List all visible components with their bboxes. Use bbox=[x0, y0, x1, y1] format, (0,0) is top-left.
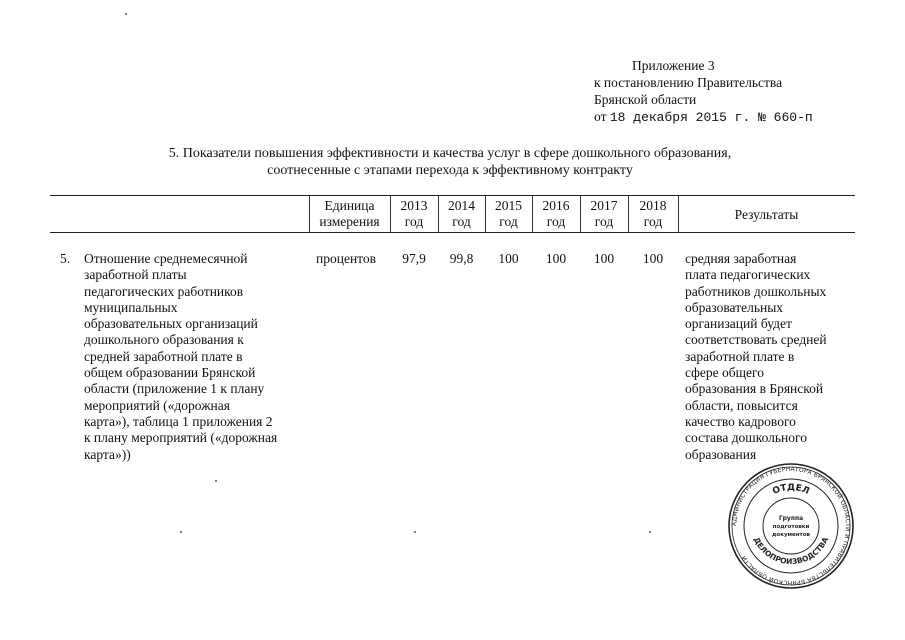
unit-cell: процентов bbox=[316, 251, 377, 266]
page-title-line1: 5. Показатели повышения эффективности и качества услуг в сфере дошкольного образования, bbox=[168, 146, 732, 161]
value-2018: 100 bbox=[642, 251, 664, 266]
table-top-rule bbox=[50, 195, 855, 196]
appendix-reference bbox=[594, 57, 813, 126]
result-line: заработной плате в bbox=[685, 348, 795, 364]
appendix-date-value: 18 декабря 2015 г. № 660-п bbox=[609, 110, 813, 125]
header-year-2014 bbox=[438, 198, 485, 230]
indicator-line: дошкольного образования к bbox=[84, 332, 244, 348]
result-line: организаций будет bbox=[685, 316, 792, 332]
page-title bbox=[60, 145, 840, 179]
scan-speck bbox=[215, 480, 217, 482]
appendix-number: Приложение 3 bbox=[632, 58, 715, 73]
scan-speck bbox=[414, 531, 416, 533]
value-2015: 100 bbox=[498, 251, 519, 266]
header-year-2018 bbox=[628, 198, 678, 230]
row-number: 5. bbox=[60, 251, 71, 266]
indicator-line: карта»), таблица 1 приложения 2 bbox=[84, 413, 273, 429]
header-year-suffix: год bbox=[452, 214, 471, 229]
value-2016: 100 bbox=[545, 251, 567, 266]
official-stamp bbox=[727, 462, 855, 590]
stamp-top-word: ОТДЕЛ bbox=[771, 482, 811, 497]
header-year-suffix: год bbox=[404, 214, 424, 229]
header-year-number: 2014 bbox=[448, 198, 475, 213]
header-year-number: 2017 bbox=[590, 198, 618, 213]
svg-text:ОТДЕЛ bbox=[771, 483, 811, 497]
result-line: образовательных bbox=[685, 299, 784, 315]
table-header-bottom-rule bbox=[50, 232, 855, 233]
result-line: средняя заработная bbox=[685, 251, 797, 266]
header-results-label: Результаты bbox=[734, 207, 799, 222]
indicator-line: образовательных организаций bbox=[84, 316, 258, 332]
indicator-line: средней заработной плате в bbox=[84, 348, 243, 364]
header-year-number: 2016 bbox=[542, 198, 570, 213]
header-year-2017 bbox=[580, 198, 628, 230]
result-line: соответствовать средней bbox=[685, 332, 827, 348]
appendix-date-prefix: от bbox=[594, 109, 610, 124]
indicator-line: карта»)) bbox=[84, 446, 131, 462]
indicator-line: области (приложение 1 к плану bbox=[84, 381, 265, 397]
stamp-seal bbox=[727, 462, 855, 590]
header-unit bbox=[309, 198, 390, 230]
result-line: качество кадрового bbox=[685, 413, 796, 429]
stamp-bottom-word: ДЕЛОПРОИЗВОДСТВА bbox=[751, 535, 831, 567]
result-line: области, повысится bbox=[685, 397, 798, 413]
appendix-resolution: к постановлению Правительства bbox=[594, 75, 783, 90]
header-year-number: 2018 bbox=[639, 198, 667, 213]
indicator-line: заработной платы bbox=[84, 267, 187, 283]
header-year-suffix: год bbox=[594, 214, 614, 229]
indicator-line: педагогических работников bbox=[84, 283, 244, 299]
header-year-number: 2015 bbox=[495, 198, 522, 213]
indicator-line: к плану мероприятий («дорожная bbox=[84, 430, 278, 446]
value-2014: 99,8 bbox=[449, 251, 474, 266]
result-cell bbox=[685, 251, 855, 463]
header-year-2015 bbox=[485, 198, 532, 230]
stamp-ring-text: АДМИНИСТРАЦИЯ ГУБЕРНАТОРА БРЯНСКОЙ ОБЛАСТИ И ПРАВИТЕЛЬСТВА БРЯНСКОЙ ОБЛАСТИ bbox=[730, 465, 852, 587]
indicator-line: муниципальных bbox=[84, 299, 178, 315]
header-year-number: 2013 bbox=[400, 198, 428, 213]
result-line: плата педагогических bbox=[685, 267, 811, 283]
header-year-2013 bbox=[390, 198, 438, 230]
header-unit-line2: измерения bbox=[319, 214, 380, 229]
value-2013: 97,9 bbox=[402, 251, 426, 266]
result-line: образования в Брянской bbox=[685, 381, 824, 397]
result-line: образования bbox=[685, 446, 757, 462]
header-year-suffix: год bbox=[499, 214, 518, 229]
stamp-center-line: подготовки bbox=[772, 524, 810, 530]
result-line: сфере общего bbox=[685, 365, 764, 381]
appendix-date bbox=[594, 108, 813, 126]
indicator-line: Отношение среднемесячной bbox=[84, 251, 248, 266]
result-line: работников дошкольных bbox=[685, 283, 827, 299]
header-year-suffix: год bbox=[643, 214, 663, 229]
scan-speck bbox=[649, 531, 651, 533]
scan-speck bbox=[125, 13, 127, 15]
header-year-suffix: год bbox=[546, 214, 566, 229]
header-unit-line1: Единица bbox=[324, 198, 375, 213]
page-title-line2: соотнесенные с этапами перехода к эффективному контракту bbox=[267, 163, 633, 178]
header-results bbox=[678, 207, 855, 223]
value-2017: 100 bbox=[593, 251, 615, 266]
stamp-center-line: документов bbox=[771, 532, 811, 538]
indicator-cell bbox=[84, 251, 308, 463]
header-year-2016 bbox=[532, 198, 580, 230]
indicator-line: общем образовании Брянской bbox=[84, 365, 256, 381]
appendix-region: Брянской области bbox=[594, 92, 697, 107]
result-line: состава дошкольного bbox=[685, 430, 807, 446]
indicator-line: мероприятий («дорожная bbox=[84, 397, 230, 413]
svg-text:ДЕЛОПРОИЗВОДСТВА bbox=[752, 536, 830, 567]
scan-speck bbox=[180, 531, 182, 533]
stamp-center-line: Группа bbox=[778, 515, 804, 522]
